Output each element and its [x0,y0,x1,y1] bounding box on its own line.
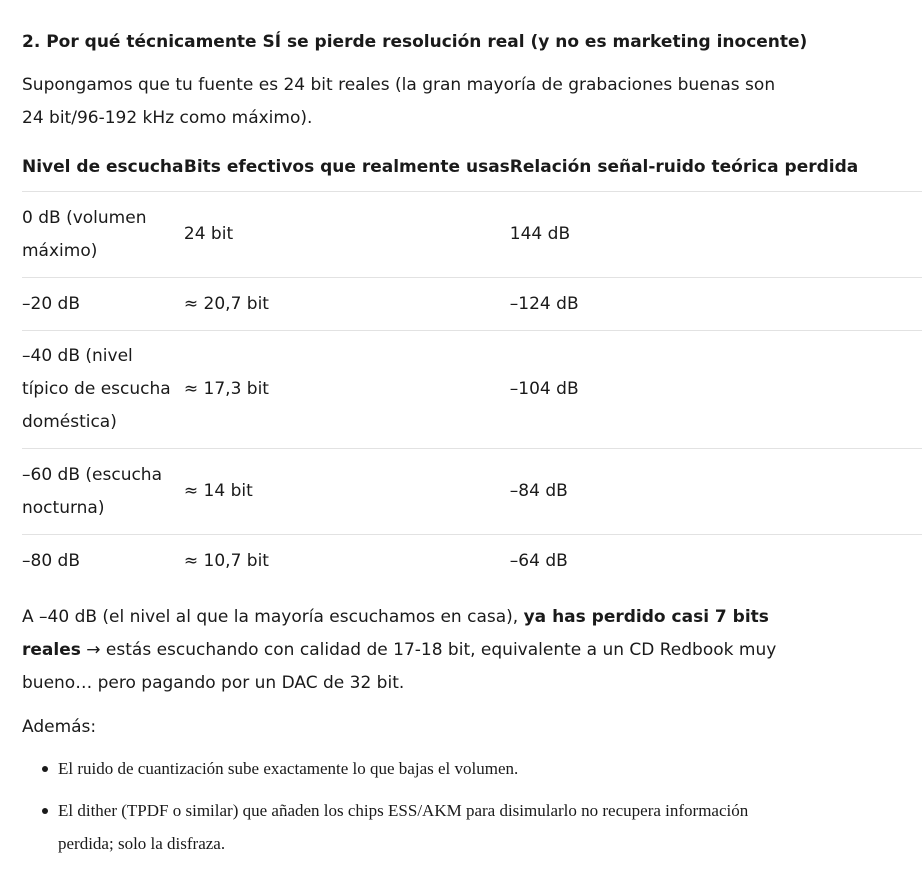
bullet-dot-icon [42,766,48,772]
cell-bits: ≈ 14 bit [184,449,510,535]
cell-level-text: –40 dB (nivel típico de escucha doméstica) [22,346,171,432]
summary-paragraph [22,601,792,700]
cell-level [22,535,184,588]
bullet-dot-icon [42,808,48,814]
intro-paragraph: Supongamos que tu fuente es 24 bit reales (la gran mayoría de grabaciones buenas son 24 bit/96-192 kHz como máximo). [22,75,776,128]
cell-snr: –64 dB [509,550,568,571]
cell-snr: –104 dB [510,331,922,449]
cell-bits: ≈ 17,3 bit [184,331,510,449]
cell-level [22,331,184,449]
table-row [22,331,922,449]
section-heading: 2. Por qué técnicamente SÍ se pierde resolución real (y no es marketing inocente) [22,32,808,52]
list-item [22,794,792,860]
table-container[interactable] [22,143,859,587]
header-level: Nivel de escucha [22,143,184,192]
list-item-text: El ruido de cuantización sube exactamente lo que bajas el volumen. [58,759,519,778]
bullet-list [22,752,792,869]
summary-text-before: A –40 dB (el nivel al que la mayoría escuchamos en casa), [22,607,524,627]
cell-level [22,278,184,331]
cell-level-text: 0 dB (volumen máximo) [22,207,147,261]
summary-text-after: → estás escuchando con calidad de 17-18 bit, equivalente a un CD Redbook muy bueno… pero pagando por un DAC de 32 bit. [22,640,777,693]
cell-snr: 144 dB [510,192,922,278]
table-row [22,192,922,278]
list-item-text: El dither (TPDF o similar) que añaden los chips ESS/AKM para disimularlo no recupera información perdida; solo la disfraza. [58,801,749,853]
summary-emphasis: ya has perdido casi 7 bits reales [22,607,769,660]
table-row [22,278,922,331]
cell-bits: 24 bit [184,192,510,278]
header-snr: Relación señal-ruido teórica perdida [510,143,922,192]
cell-level-text: –20 dB [22,293,80,314]
header-bits: Bits efectivos que realmente usas [184,143,510,192]
table-row [22,535,922,588]
ademas-label: Además: [22,717,97,737]
table-header-row [22,143,922,192]
cell-snr: –124 dB [510,278,922,331]
cell-level [22,192,184,278]
cell-level-text: –80 dB [22,550,80,571]
cell-bits: ≈ 10,7 bit [183,550,269,571]
cell-snr: –84 dB [510,449,922,535]
table-row [22,449,922,535]
bit-depth-table [22,143,922,587]
list-item [22,752,792,785]
cell-level [22,449,184,535]
cell-bits: ≈ 20,7 bit [184,278,510,331]
cell-level-text: –60 dB (escucha nocturna) [22,464,163,518]
